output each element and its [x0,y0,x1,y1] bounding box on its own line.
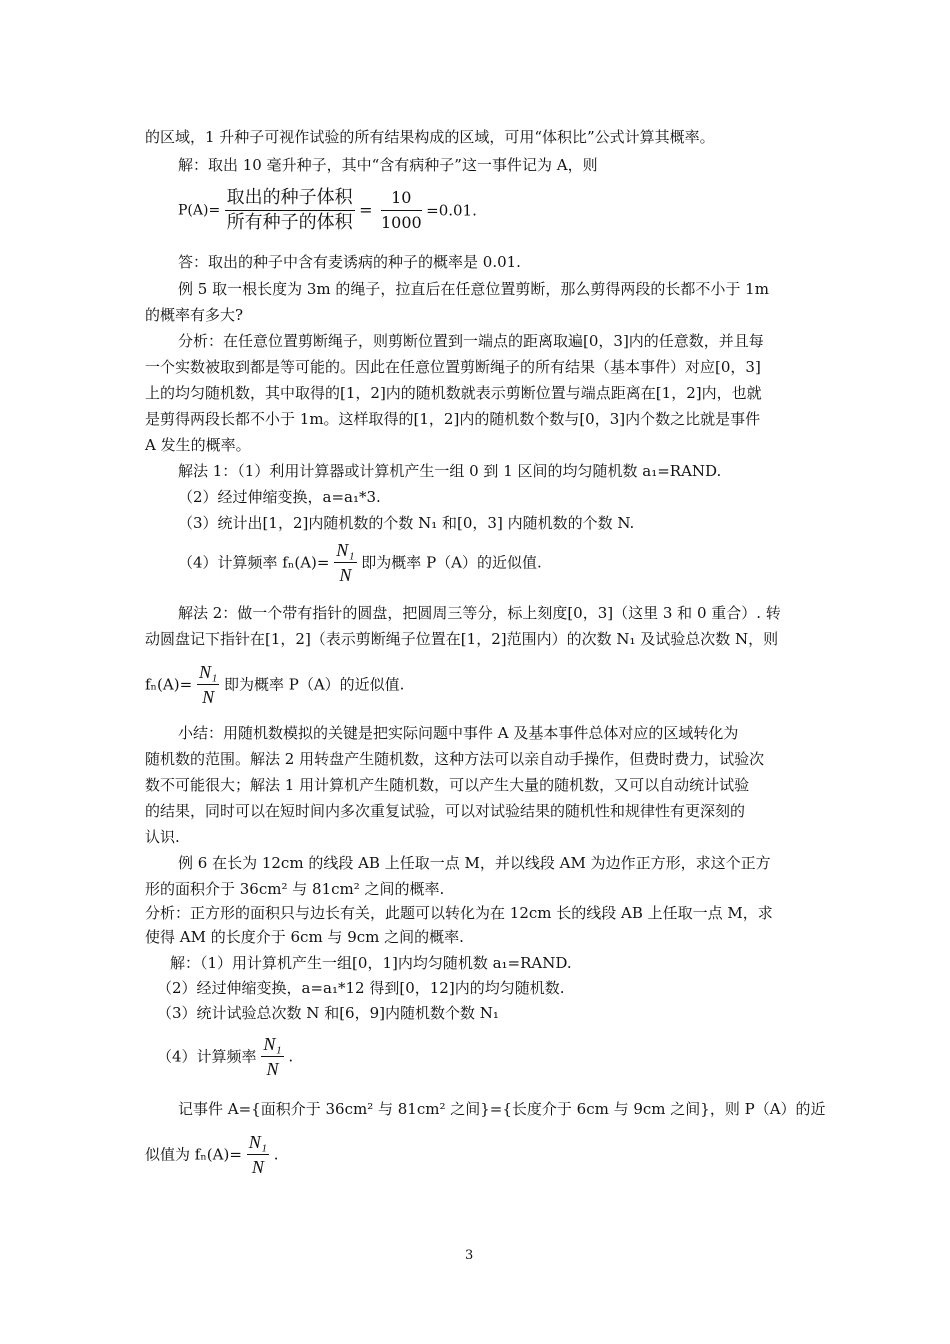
fraction-denominator: N [339,565,352,585]
solution-line: 解：取出 10 毫升种子，其中“含有病种子”这一事件记为 A，则 [178,156,598,174]
analysis-line: 分析：在任意位置剪断绳子，则剪断位置到一端点的距离取遍[0，3]内的任意数，并且每 [178,332,764,350]
frequency-formula [178,538,542,587]
n1-over-n-fraction [261,1032,283,1081]
example-line: 例 5 取一根长度为 3m 的绳子，拉直后在任意位置剪断，那么剪得两段的长都不小于 1m [178,280,769,298]
n1-over-n-fraction [197,660,219,709]
solution-line: 解：（1）用计算机产生一组[0，1]内均匀随机数 a₁=RAND. [170,954,572,972]
formula-suffix: 即为概率 P（A）的近似值. [223,675,405,694]
formula-lhs: P(A)= [178,202,221,219]
fraction-denominator: N [251,1157,264,1177]
fraction-denominator: N [266,1059,279,1079]
frequency-formula [157,1032,293,1081]
paragraph-line: 一个实数被取到都是等可能的。因此在任意位置剪断绳子的所有结果（基本事件）对应[0，3] [145,358,761,376]
step-line: （3）统计试验总次数 N 和[6，9]内随机数个数 N₁ [157,1004,499,1022]
paragraph-line: 认识. [145,828,180,846]
paragraph-line: 动圆盘记下指针在[1，2]（表示剪断绳子位置在[1，2]范围内）的次数 N₁ 及试验总次数 N，则 [145,630,779,648]
formula-prefix: （4）计算频率 fₙ(A)= [178,553,330,572]
page-number: 3 [465,1248,474,1263]
paragraph-line: 的结果，同时可以在短时间内多次重复试验，可以对试验结果的随机性和规律性有更深刻的 [145,802,746,820]
paragraph-line: 是剪得两段长都不小于 1m。这样取得的[1，2]内的随机数个数与[0，3]内个数之比就是事件 [145,410,761,428]
formula-prefix: （4）计算频率 [157,1047,257,1066]
equals-sign: = [359,200,373,220]
fraction-numerator: N₁ [261,1032,283,1057]
fraction-numerator: N₁ [197,660,219,685]
summary-line: 小结：用随机数模拟的关键是把实际问题中事件 A 及基本事件总体对应的区域转化为 [178,724,739,742]
answer-line: 答：取出的种子中含有麦诱病的种子的概率是 0.01. [178,253,521,271]
frequency-formula [145,1130,279,1179]
volume-fraction [225,186,355,235]
solution-line: 解法 2：做一个带有指针的圆盘，把圆周三等分，标上刻度[0，3]（这里 3 和 0 重合）. 转 [178,604,781,622]
fraction-numerator: N₁ [334,538,356,563]
paragraph-line: 形的面积介于 36cm² 与 81cm² 之间的概率. [145,880,445,898]
fraction-denominator: 所有种子的体积 [226,212,353,233]
formula-prefix: 似值为 fₙ(A)= [145,1145,242,1164]
event-line: 记事件 A={面积介于 36cm² 与 81cm² 之间}={长度介于 6cm 与 9cm 之间}，则 P（A）的近 [178,1100,826,1118]
n1-over-n-fraction [334,538,356,587]
formula-result: =0.01. [426,201,477,220]
value-fraction [381,186,422,235]
n1-over-n-fraction [247,1130,269,1179]
paragraph-line: 数不可能很大；解法 1 用计算机产生随机数，可以产生大量的随机数，又可以自动统计试验 [145,776,750,794]
frequency-formula [145,660,404,709]
analysis-line: 分析：正方形的面积只与边长有关，此题可以转化为在 12cm 长的线段 AB 上任取一点 M，求 [145,904,773,922]
formula-suffix: . [288,1047,294,1066]
fraction-numerator: 取出的种子体积 [225,186,355,211]
example-line: 例 6 在长为 12cm 的线段 AB 上任取一点 M，并以线段 AM 为边作正方形，求这个正方 [178,854,771,872]
step-line: （2）经过伸缩变换，a=a₁*3. [178,488,381,506]
fraction-numerator: N₁ [247,1130,269,1155]
fraction-numerator: 10 [381,186,422,211]
formula-suffix: 即为概率 P（A）的近似值. [361,553,542,572]
paragraph-line: 的概率有多大? [145,306,244,324]
solution-line: 解法 1：（1）利用计算器或计算机产生一组 0 到 1 区间的均匀随机数 a₁=RAND. [178,462,722,480]
fraction-denominator: 1000 [380,213,422,232]
formula-prefix: fₙ(A)= [145,675,193,694]
step-line: （2）经过伸缩变换，a=a₁*12 得到[0，12]内的均匀随机数. [157,979,565,997]
probability-formula [178,186,477,235]
step-line: （3）统计出[1，2]内随机数的个数 N₁ 和[0，3] 内随机数的个数 N. [178,514,635,532]
paragraph-line: 的区域，1 升种子可视作试验的所有结果构成的区域，可用“体积比”公式计算其概率。 [145,128,715,146]
fraction-denominator: N [202,687,215,707]
paragraph-line: 上的均匀随机数，其中取得的[1，2]内的随机数就表示剪断位置与端点距离在[1，2]内，也就 [145,384,762,402]
paragraph-line: A 发生的概率。 [145,436,251,454]
paragraph-line: 使得 AM 的长度介于 6cm 与 9cm 之间的概率. [145,928,464,946]
paragraph-line: 随机数的范围。解法 2 用转盘产生随机数，这种方法可以亲自动手操作，但费时费力，试验次 [145,750,765,768]
formula-suffix: . [273,1145,279,1164]
